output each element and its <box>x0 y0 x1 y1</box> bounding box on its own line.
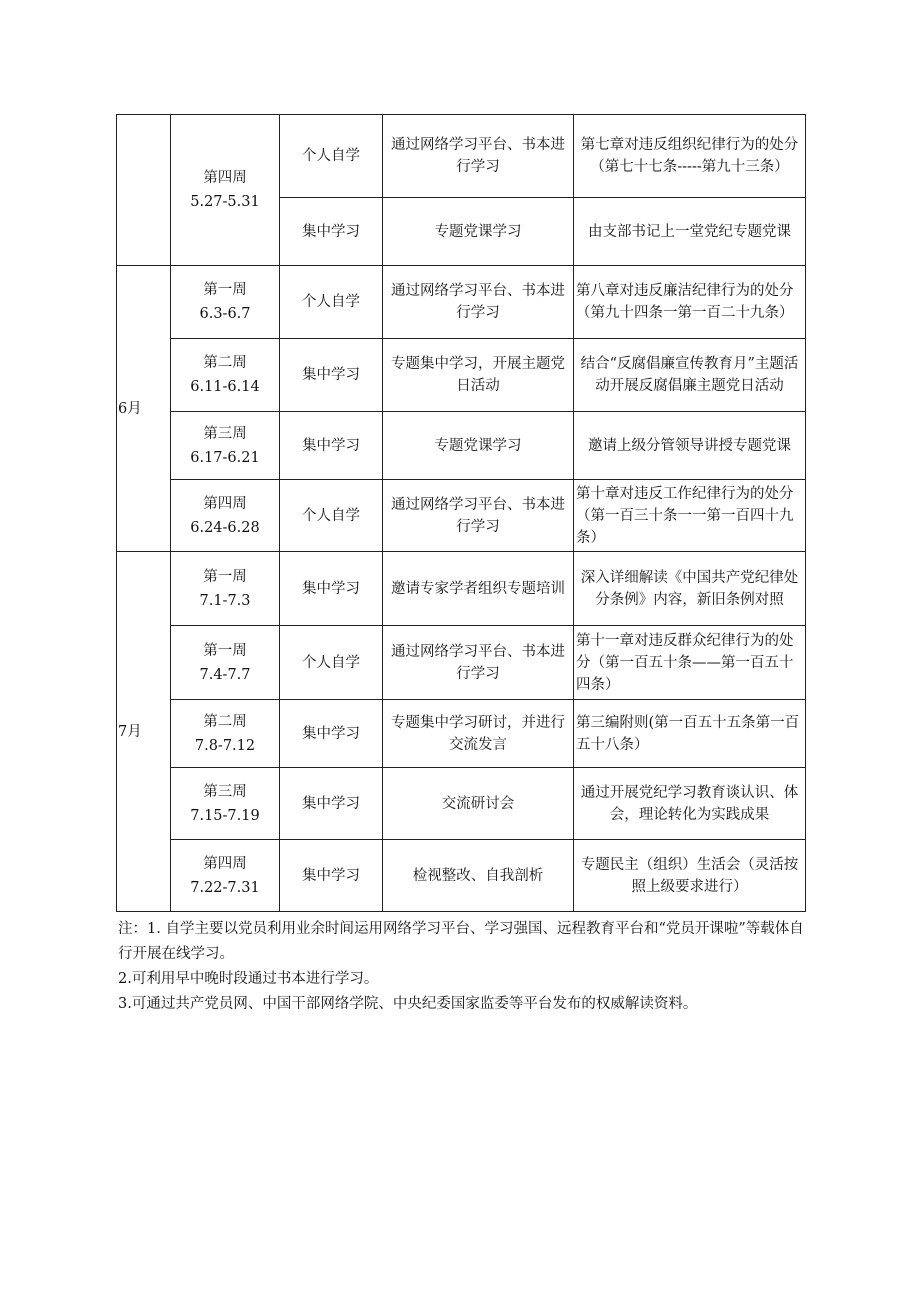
month-cell: 6月 <box>117 266 171 552</box>
table-row <box>117 480 806 552</box>
study-content: 结合“反腐倡廉宣传教育月”主题活动开展反腐倡廉主题党日活动 <box>574 339 806 412</box>
study-method: 通过网络学习平台、书本进行学习 <box>383 480 574 552</box>
study-type: 集中学习 <box>280 840 383 912</box>
week-dates: 5.27-5.31 <box>190 194 260 210</box>
week-label: 第二周 <box>203 355 247 371</box>
week-dates: 6.11-6.14 <box>190 379 260 395</box>
week-dates: 7.8-7.12 <box>194 737 256 754</box>
table-row <box>117 266 806 339</box>
study-method: 专题集中学习，开展主题党日活动 <box>383 339 574 412</box>
study-method: 专题集中学习研讨，并进行交流发言 <box>383 700 574 768</box>
study-content: 邀请上级分管领导讲授专题党课 <box>574 412 806 480</box>
note-item: 2.可利用早中晚时段通过书本进行学习。 <box>118 971 379 987</box>
week-dates: 6.17-6.21 <box>190 449 260 466</box>
table-row <box>117 768 806 840</box>
week-cell <box>171 768 280 840</box>
study-type: 集中学习 <box>280 552 383 626</box>
week-cell <box>171 626 280 700</box>
week-label: 第四周 <box>203 855 247 872</box>
week-dates: 6.3-6.7 <box>199 306 251 322</box>
study-plan-table <box>116 114 806 912</box>
week-cell <box>171 700 280 768</box>
week-cell <box>171 480 280 552</box>
study-method: 交流研讨会 <box>383 768 574 840</box>
table-row <box>117 552 806 626</box>
week-dates: 7.4-7.7 <box>199 666 251 683</box>
week-dates: 7.1-7.3 <box>199 592 251 609</box>
study-type: 集中学习 <box>280 768 383 840</box>
month-cell: 7月 <box>117 552 171 912</box>
study-type: 个人自学 <box>280 115 383 198</box>
week-label: 第一周 <box>203 642 247 659</box>
study-type: 个人自学 <box>280 626 383 700</box>
note-item: 注：1. 自学主要以党员利用业余时间运用网络学习平台、学习强国、远程教育平台和“党员开课啦”等载体自行开展在线学习。 <box>118 921 804 962</box>
study-method: 专题党课学习 <box>383 198 574 266</box>
study-content: 第十一章对违反群众纪律行为的处分（第一百五十条——第一百五十四条） <box>574 626 806 700</box>
study-method: 通过网络学习平台、书本进行学习 <box>383 115 574 198</box>
week-label: 第三周 <box>203 425 247 442</box>
week-label: 第一周 <box>203 568 247 585</box>
week-cell <box>171 412 280 480</box>
week-label: 第四周 <box>203 170 247 186</box>
note-item: 3.可通过共产党员网、中国干部网络学院、中央纪委国家监委等平台发布的权威解读资料。 <box>118 996 698 1012</box>
table-row <box>117 626 806 700</box>
study-method: 检视整改、自我剖析 <box>383 840 574 912</box>
table-row <box>117 840 806 912</box>
notes <box>118 917 808 1017</box>
study-type: 集中学习 <box>280 412 383 480</box>
study-content: 第八章对违反廉洁纪律行为的处分（第九十四条一第一百二十九条） <box>574 266 806 339</box>
study-content: 由支部书记上一堂党纪专题党课 <box>574 198 806 266</box>
week-cell <box>171 266 280 339</box>
week-label: 第一周 <box>203 282 247 298</box>
study-content: 通过开展党纪学习教育谈认识、体会，理论转化为实践成果 <box>574 768 806 840</box>
week-cell <box>171 840 280 912</box>
week-dates: 7.22-7.31 <box>190 879 260 896</box>
study-content: 深入详细解读《中国共产党纪律处分条例》内容，新旧条例对照 <box>574 552 806 626</box>
study-method: 邀请专家学者组织专题培训 <box>383 552 574 626</box>
table-row <box>117 700 806 768</box>
week-cell <box>171 552 280 626</box>
week-cell <box>171 115 280 266</box>
month-cell <box>117 115 171 266</box>
study-type: 个人自学 <box>280 480 383 552</box>
study-method: 专题党课学习 <box>383 412 574 480</box>
table-row <box>117 115 806 198</box>
table-row <box>117 412 806 480</box>
week-label: 第四周 <box>203 495 247 512</box>
week-dates: 7.15-7.19 <box>190 807 260 824</box>
study-method: 通过网络学习平台、书本进行学习 <box>383 626 574 700</box>
study-content: 第十章对违反工作纪律行为的处分（第一百三十条一一第一百四十九条） <box>574 480 806 552</box>
study-type: 集中学习 <box>280 700 383 768</box>
study-content: 第七章对违反组织纪律行为的处分（第七十七条-----第九十三条） <box>574 115 806 198</box>
week-cell <box>171 339 280 412</box>
week-label: 第二周 <box>203 713 247 730</box>
week-label: 第三周 <box>203 783 247 800</box>
study-type: 集中学习 <box>280 339 383 412</box>
table-row <box>117 339 806 412</box>
study-content: 第三编附则(第一百五十五条第一百五十八条） <box>574 700 806 768</box>
study-type: 个人自学 <box>280 266 383 339</box>
study-type: 集中学习 <box>280 198 383 266</box>
study-method: 通过网络学习平台、书本进行学习 <box>383 266 574 339</box>
week-dates: 6.24-6.28 <box>190 519 260 536</box>
study-content: 专题民主（组织）生活会（灵活按照上级要求进行） <box>574 840 806 912</box>
